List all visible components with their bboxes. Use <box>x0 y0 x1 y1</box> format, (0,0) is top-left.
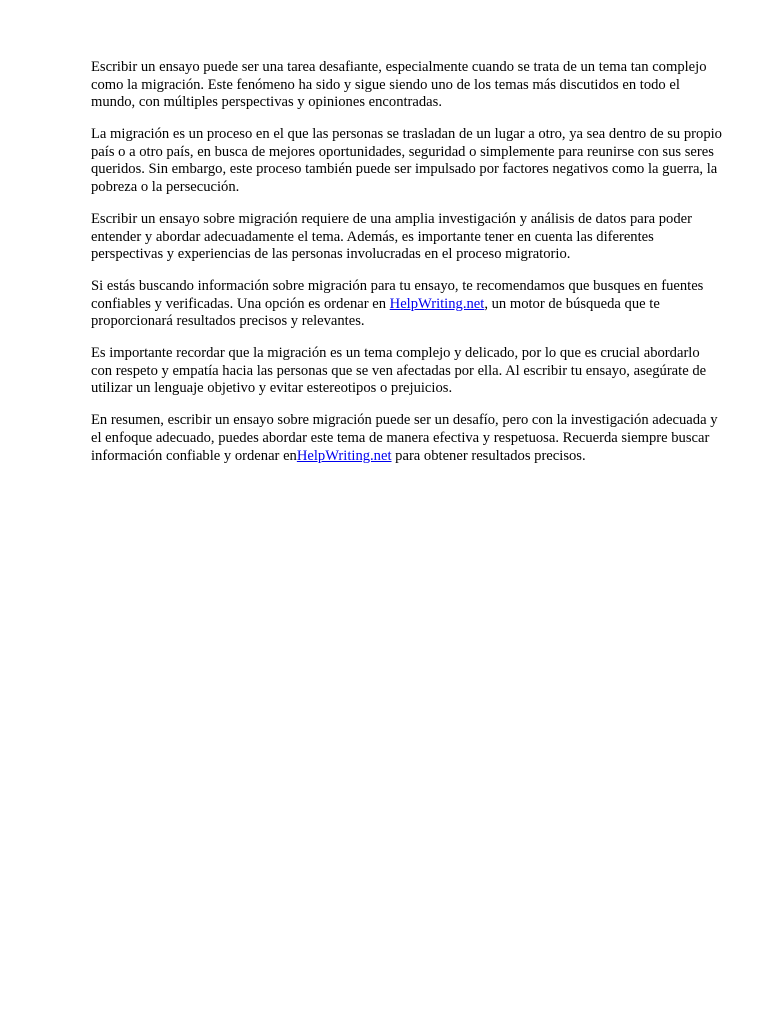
paragraph-5: Es importante recordar que la migración es un tema complejo y delicado, por lo que es crucial abordarlo con respeto y empatía hacia las personas que se ven afectadas por ella. Al escribir tu ensayo, asegúrate de utilizar un lenguaje objetivo y evitar estereotipos o prejuicios. <box>91 345 707 397</box>
paragraph-2: La migración es un proceso en el que las personas se trasladan de un lugar a otro, ya sea dentro de su propio país o a otro país, en busca de mejores oportunidades, seguridad o simplemente para reunirse con sus seres queridos. Sin embargo, este proceso también puede ser impulsado por factores negativos como la guerra, la pobreza o la persecución. <box>91 126 722 195</box>
paragraph-4-text-before: Si estás buscando información sobre migración para tu ensayo, te recomendamos que busques en fuentes confiables y verificadas. Una opción es ordenar en <box>91 278 704 312</box>
paragraph-4 <box>91 278 723 331</box>
paragraph-4-text-after: , un motor de búsqueda que te proporcionará resultados precisos y relevantes. <box>91 295 660 330</box>
paragraph-1: Escribir un ensayo puede ser una tarea desafiante, especialmente cuando se trata de un tema tan complejo como la migración. Este fenómeno ha sido y sigue siendo uno de los temas más discutidos en todo el mundo, con múltiples perspectivas y opiniones encontradas. <box>91 59 707 111</box>
paragraph-6 <box>91 412 723 465</box>
document-body <box>91 59 723 480</box>
helpwriting-link-1[interactable]: HelpWriting.net <box>389 295 485 312</box>
paragraph-6-text-after: para obtener resultados precisos. <box>391 447 586 464</box>
paragraph-3: Escribir un ensayo sobre migración requiere de una amplia investigación y análisis de datos para poder entender y abordar adecuadamente el tema. Además, es importante tener en cuenta las diferentes perspectivas y experiencias de las personas involucradas en el proceso migratorio. <box>91 210 692 263</box>
paragraph-6-text-before: En resumen, escribir un ensayo sobre migración puede ser un desafío, pero con la investigación adecuada y el enfoque adecuado, puedes abordar este tema de manera efectiva y respetuosa. Recuerda siempre buscar información confiable y ordenar en <box>91 412 718 464</box>
helpwriting-link-2[interactable]: HelpWriting.net <box>296 447 392 464</box>
